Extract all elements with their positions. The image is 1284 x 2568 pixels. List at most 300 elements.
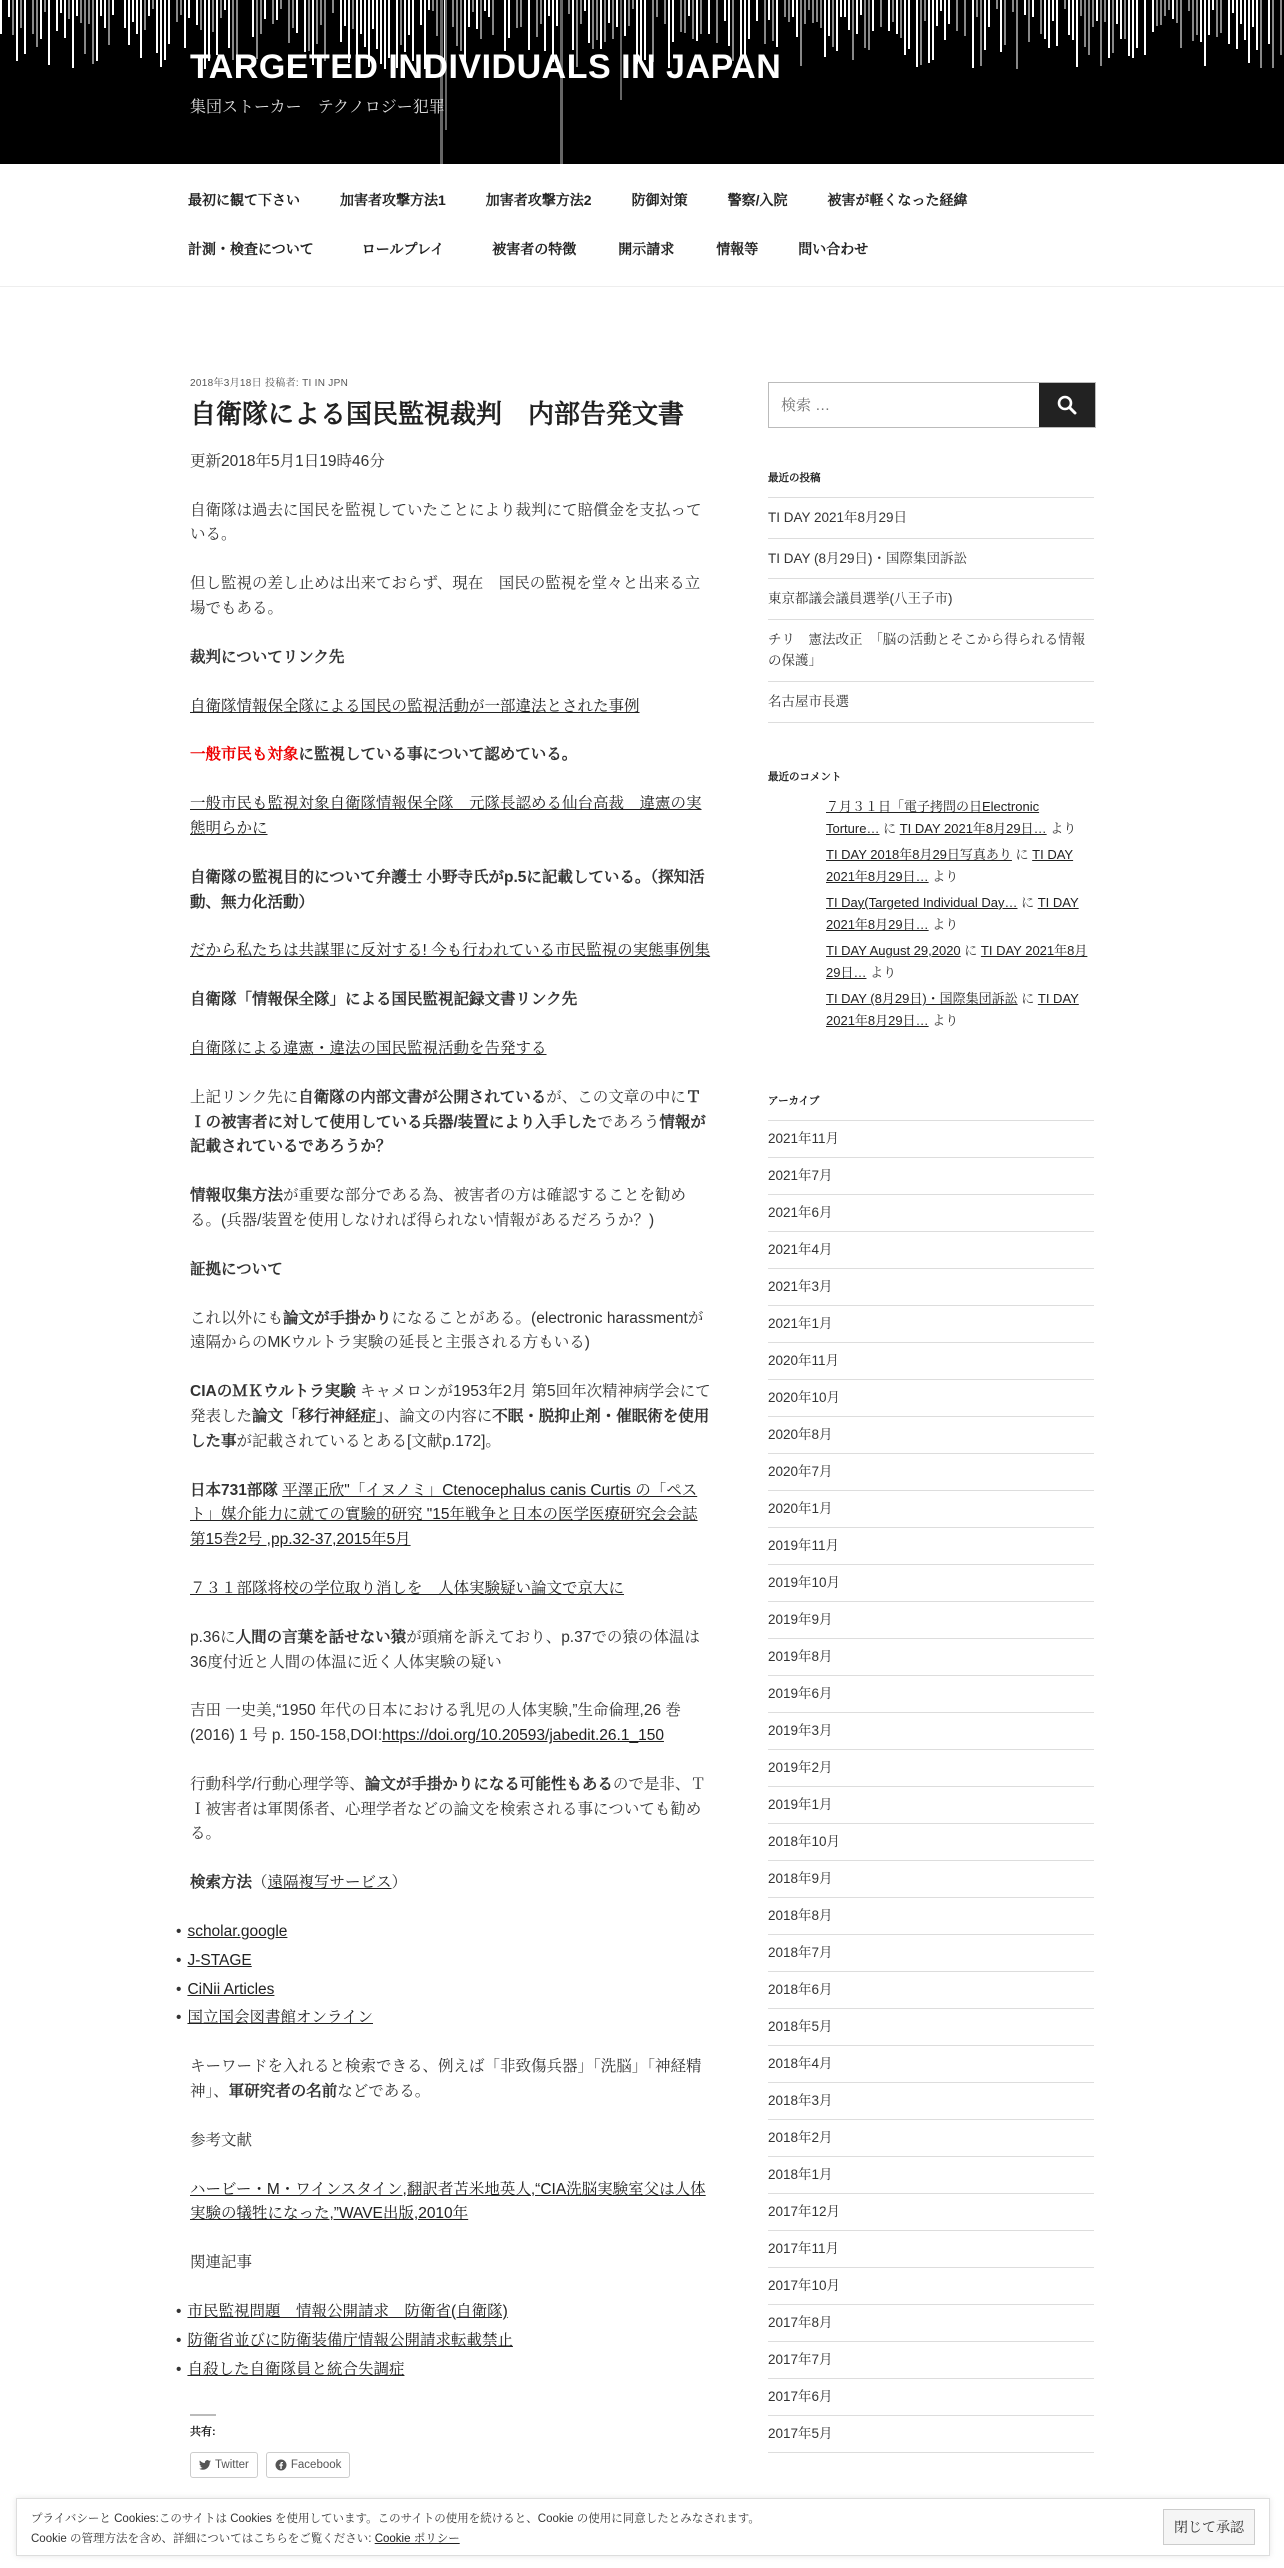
header-noise-stroke xyxy=(220,0,222,18)
comment-suffix-text: より xyxy=(866,965,897,981)
header-noise-stroke xyxy=(1232,0,1234,13)
header-noise-stroke xyxy=(672,0,674,42)
paragraph: 吉田 一史美,“1950 年代の日本における乳児の人体実験,”生命倫理,26 巻 (2016) 1 号 p. 150-158,DOI:https://doi.org/10.20593/jabedit.26.1_150 xyxy=(190,1702,681,1745)
cookie-accept-button[interactable]: 閉じて承認 xyxy=(1163,2509,1255,2545)
header-noise-stroke xyxy=(1100,0,1102,66)
archive-item[interactable]: 2017年12月 xyxy=(768,2194,1094,2231)
header-noise-stroke xyxy=(224,0,226,10)
header-noise-stroke xyxy=(928,0,930,63)
header-noise-stroke xyxy=(1096,0,1098,21)
header-noise-stroke xyxy=(860,0,862,15)
facebook-icon xyxy=(275,2459,287,2471)
header-noise-stroke xyxy=(880,0,882,27)
remote-copy-link[interactable]: 遠隔複写サービス xyxy=(267,1874,392,1892)
header-noise-stroke xyxy=(296,0,298,33)
header-noise-stroke xyxy=(772,0,774,41)
header-noise-stroke xyxy=(924,0,926,21)
search-icon xyxy=(1057,395,1077,415)
header-noise-stroke xyxy=(260,0,262,34)
archive-item[interactable]: 2020年1月 xyxy=(768,1491,1094,1528)
post-meta[interactable]: 2018年3月18日 投稿者: TI IN JPN xyxy=(190,378,349,389)
header-noise-stroke xyxy=(1204,0,1206,66)
search-site-link[interactable]: CiNii Articles xyxy=(187,1980,275,1998)
header-noise-stroke xyxy=(1048,0,1050,48)
nav-item-measurement[interactable]: 計測・検査について xyxy=(188,241,314,257)
header-noise-stroke xyxy=(948,0,950,24)
header-noise-stroke xyxy=(1076,0,1078,67)
archive-item[interactable]: 2021年7月 xyxy=(768,1158,1094,1195)
header-noise-stroke xyxy=(684,0,686,33)
list-item xyxy=(187,2006,714,2031)
header-noise-stroke xyxy=(88,0,90,24)
archive-item[interactable]: 2018年4月 xyxy=(768,2046,1094,2083)
header-noise-stroke xyxy=(1120,0,1122,39)
paragraph: 日本731部隊 平澤正欣"「イヌノミ」Ctenocephalus canis Curtis の「ペスト」媒介能力に就ての實驗的研究 "15年戦争と日本の医学医療研究会会誌 第15巻2号 ,pp.32-37,2015年5月 xyxy=(190,1481,698,1549)
paragraph: 上記リンク先に自衛隊の内部文書が公開されているが、この文章の中にＴＩの被害者に対して使用している兵器/装置により入手したであろう情報が記載されているであろうか？ xyxy=(190,1088,706,1156)
header-noise-stroke xyxy=(1088,0,1090,55)
header-noise-stroke xyxy=(1056,0,1058,46)
header-noise-stroke xyxy=(724,0,726,21)
header-noise-stroke xyxy=(364,0,366,47)
archives-title: アーカイブ xyxy=(768,1094,820,1107)
header-noise-stroke xyxy=(872,0,874,31)
archive-item[interactable]: 2019年2月 xyxy=(768,1750,1094,1787)
header-noise-stroke xyxy=(344,0,346,26)
archive-item[interactable]: 2019年3月 xyxy=(768,1713,1094,1750)
recent-post-item[interactable]: 東京都議会議員選挙(八王子市) xyxy=(768,579,1094,620)
header-noise-stroke xyxy=(600,0,602,49)
archive-item[interactable]: 2019年11月 xyxy=(768,1528,1094,1565)
header-noise-stroke xyxy=(856,0,858,34)
recent-comment-item xyxy=(826,988,1094,1032)
header-noise-stroke xyxy=(20,0,22,28)
comment-on-text: に xyxy=(1011,846,1033,862)
header-noise-stroke xyxy=(468,0,470,27)
header-noise-stroke xyxy=(628,0,630,26)
header-noise-stroke xyxy=(808,0,810,10)
header-noise-stroke xyxy=(56,0,58,31)
article-link[interactable]: だから私たちは共謀罪に反対する! 今も行われている市民監視の実態事例集 xyxy=(190,942,711,960)
evidence-heading: 証拠について xyxy=(190,1260,283,1278)
header-noise-stroke xyxy=(664,0,666,24)
comment-suffix-text: より xyxy=(928,868,959,884)
header-noise-stroke xyxy=(12,0,14,35)
recent-post-item[interactable]: 名古屋市長選 xyxy=(768,682,1094,723)
twitter-share-button[interactable] xyxy=(190,2452,258,2478)
cookie-policy-link[interactable]: Cookie ポリシー xyxy=(374,2532,460,2545)
nav-item-attack-method-1[interactable]: 加害者攻撃方法1 xyxy=(340,192,446,208)
nav-item-attack-method-2[interactable]: 加害者攻撃方法2 xyxy=(485,192,592,208)
trial-heading: 裁判についてリンク先 xyxy=(190,648,345,666)
header-noise-stroke xyxy=(608,0,610,23)
archive-item[interactable]: 2017年5月 xyxy=(768,2416,1094,2453)
search-site-link[interactable]: scholar.google xyxy=(187,1923,288,1941)
header-noise-stroke xyxy=(1272,0,1274,68)
recent-comments-list xyxy=(768,796,1094,1033)
header-noise-stroke xyxy=(1116,0,1118,24)
header-noise-stroke xyxy=(728,0,730,46)
header-noise-stroke xyxy=(1216,0,1218,37)
archive-item[interactable]: 2018年2月 xyxy=(768,2120,1094,2157)
twitter-icon xyxy=(199,2460,211,2470)
facebook-label: Facebook xyxy=(290,2459,342,2472)
recent-comments-title: 最近のコメント xyxy=(768,770,842,783)
header-noise-stroke xyxy=(352,0,354,29)
comment-author-link[interactable]: ７月３１日「電子拷問の日Electronic Torture… xyxy=(826,798,1040,836)
header-noise-stroke xyxy=(972,0,974,68)
cookie-text xyxy=(31,2510,760,2549)
header-noise-stroke xyxy=(1124,0,1126,39)
archive-item[interactable]: 2018年9月 xyxy=(768,1861,1094,1898)
share-buttons xyxy=(190,2452,714,2478)
header-noise-stroke xyxy=(1260,0,1262,68)
header-noise-stroke xyxy=(168,0,170,44)
search-list xyxy=(187,1920,714,2031)
header-noise-stroke xyxy=(1044,0,1046,39)
list-item xyxy=(187,2329,714,2354)
header-noise-stroke xyxy=(188,0,190,18)
cookie-line-2: Cookie の管理方法を含め、詳細についてはこちらをご覧ください: xyxy=(31,2532,372,2545)
archive-item[interactable]: 2020年10月 xyxy=(768,1380,1094,1417)
header-noise-stroke xyxy=(584,0,586,11)
header-noise-stroke xyxy=(508,0,510,38)
header-noise-stroke xyxy=(940,0,942,11)
nav-row-1 xyxy=(188,190,987,210)
archive-item[interactable]: 2017年6月 xyxy=(768,2379,1094,2416)
header-noise-stroke xyxy=(280,0,282,9)
nav-item-info[interactable]: 情報等 xyxy=(716,241,759,257)
nav-item-roleplay[interactable]: ロールプレイ xyxy=(361,241,445,257)
comment-on-text: に xyxy=(1017,894,1038,910)
header-noise-stroke xyxy=(264,0,266,19)
header-noise-stroke xyxy=(360,0,362,34)
main-navigation xyxy=(0,164,1284,287)
header-noise-stroke xyxy=(60,0,62,13)
header-noise-stroke xyxy=(316,0,318,44)
related-link[interactable]: 市民監視問題 情報公開請求 防衛省(自衛隊) xyxy=(187,2303,508,2321)
header-noise-stroke xyxy=(836,0,838,51)
header-noise-stroke xyxy=(480,0,482,39)
header-noise-stroke xyxy=(36,0,38,47)
header-noise-stroke xyxy=(548,0,550,16)
header-noise-stroke xyxy=(1012,0,1014,12)
header-noise-stroke xyxy=(956,0,958,31)
header-noise-stroke xyxy=(536,0,538,37)
comment-author-link[interactable]: TI DAY 2018年8月29日写真あり xyxy=(826,846,1012,862)
cookie-line-1: プライバシーと Cookies:このサイトは Cookies を使用しています。このサイトの使用を続けると、Cookie の使用に同意したとみなされます。 xyxy=(31,2513,760,2525)
header-noise-stroke xyxy=(504,0,506,51)
header-noise-stroke xyxy=(1040,0,1042,34)
header-noise-stroke xyxy=(776,0,778,47)
header-noise-stroke xyxy=(1152,0,1154,32)
header-noise-stroke xyxy=(16,0,18,61)
header-noise-stroke xyxy=(656,0,658,17)
paragraph: これ以外にも論文が手掛かりになることがある。(electronic harassmentが遠隔からのMKウルトラ実験の延長と主張される方もいる) xyxy=(190,1309,704,1352)
header-noise-stroke xyxy=(1244,0,1246,40)
nav-item-contact[interactable]: 問い合わせ xyxy=(798,241,869,257)
comment-author-link[interactable]: TI DAY August 29,2020 xyxy=(826,943,961,959)
header-noise-stroke xyxy=(288,0,290,43)
header-noise-stroke xyxy=(128,0,130,45)
recent-posts-title: 最近の投稿 xyxy=(768,472,821,484)
header-noise-stroke xyxy=(84,0,86,54)
header-noise-stroke xyxy=(516,0,518,28)
header-noise-stroke xyxy=(896,0,898,34)
archive-item[interactable]: 2018年8月 xyxy=(768,1898,1094,1935)
header-noise-stroke xyxy=(1256,0,1258,50)
archive-item[interactable]: 2018年6月 xyxy=(768,1972,1094,2009)
header-noise-stroke xyxy=(460,0,462,51)
archive-item[interactable]: 2021年1月 xyxy=(768,1306,1094,1343)
comment-author-link[interactable]: TI DAY (8月29日)・国際集団訴訟 xyxy=(826,991,1018,1007)
header-noise-stroke xyxy=(1172,0,1174,19)
header-noise-stroke xyxy=(1168,0,1170,10)
archive-item[interactable]: 2018年5月 xyxy=(768,2009,1094,2046)
header-noise-stroke xyxy=(700,0,702,34)
archive-item[interactable]: 2019年6月 xyxy=(768,1676,1094,1713)
header-noise-stroke xyxy=(308,0,310,51)
header-noise-stroke xyxy=(1236,0,1238,49)
related-heading: 関連記事 xyxy=(190,2254,253,2272)
archive-item[interactable]: 2019年10月 xyxy=(768,1565,1094,1602)
recent-comment-item xyxy=(826,892,1094,936)
header-noise-stroke xyxy=(624,0,626,36)
archive-item[interactable]: 2021年11月 xyxy=(768,1121,1094,1158)
header-noise-stroke xyxy=(1128,0,1130,56)
header-noise-stroke xyxy=(1080,0,1082,16)
nav-row-2 xyxy=(188,239,888,259)
header-noise-stroke xyxy=(0,0,2,34)
header-noise-stroke xyxy=(1004,0,1006,45)
sidebar xyxy=(768,382,1094,2453)
header-noise-stroke xyxy=(340,0,342,42)
archive-item[interactable]: 2017年7月 xyxy=(768,2342,1094,2379)
header-noise-stroke xyxy=(748,0,750,39)
header-noise-stroke xyxy=(1028,0,1030,42)
header-noise-stroke xyxy=(1160,0,1162,25)
header-noise-stroke xyxy=(1164,0,1166,16)
header-noise-stroke xyxy=(32,0,34,34)
header-noise-stroke xyxy=(824,0,826,57)
archive-item[interactable]: 2020年7月 xyxy=(768,1454,1094,1491)
header-noise-stroke xyxy=(832,0,834,47)
nav-item-victim-traits[interactable]: 被害者の特徴 xyxy=(492,241,577,257)
header-noise-stroke xyxy=(764,0,766,44)
header-noise-stroke xyxy=(100,0,102,16)
archive-item[interactable]: 2021年3月 xyxy=(768,1269,1094,1306)
header-noise-stroke xyxy=(68,0,70,19)
comment-post-link[interactable]: TI DAY 2021年8月29日… xyxy=(826,943,1088,981)
header-noise-stroke xyxy=(292,0,294,28)
header-noise-stroke xyxy=(332,0,334,13)
paragraph: 検索方法（遠隔複写サービス） xyxy=(190,1874,408,1892)
header-noise-stroke xyxy=(216,0,218,55)
header-noise-stroke xyxy=(164,0,166,60)
header-noise-stroke xyxy=(544,0,546,51)
header-noise-stroke xyxy=(580,0,582,24)
header-noise-stroke xyxy=(1192,0,1194,41)
search-site-link[interactable]: 国立国会図書館オンライン xyxy=(187,2009,373,2027)
header-noise-stroke xyxy=(24,0,26,54)
archive-item[interactable]: 2021年4月 xyxy=(768,1232,1094,1269)
header-noise-stroke xyxy=(212,0,214,32)
header-noise-stroke xyxy=(792,0,794,17)
header-noise-stroke xyxy=(92,0,94,64)
header-noise-stroke xyxy=(1000,0,1002,52)
header-noise-stroke xyxy=(432,0,434,11)
header-noise-stroke xyxy=(304,0,306,52)
archive-item[interactable]: 2020年11月 xyxy=(768,1343,1094,1380)
nav-item-police[interactable]: 警察/入院 xyxy=(727,192,788,208)
comment-post-link[interactable]: TI DAY 2021年8月29日… xyxy=(826,991,1079,1029)
header-noise-stroke xyxy=(1032,0,1034,17)
header-noise-stroke xyxy=(976,0,978,17)
related-link[interactable]: 自殺した自衛隊員と統合失調症 xyxy=(187,2360,405,2378)
recent-post-item[interactable]: TI DAY (8月29日)・国際集団訴訟 xyxy=(768,539,1094,580)
related-link[interactable]: 防衛省並びに防衛装備庁情報公開請求転載禁止 xyxy=(187,2331,513,2349)
header-noise-stroke xyxy=(80,0,82,23)
header-noise-stroke xyxy=(1092,0,1094,27)
search-button[interactable] xyxy=(1039,383,1095,427)
twitter-label: Twitter xyxy=(215,2459,249,2472)
header-noise-stroke xyxy=(276,0,278,20)
header-noise-stroke xyxy=(96,0,98,61)
header-noise-stroke xyxy=(788,0,790,22)
archive-item[interactable]: 2021年6月 xyxy=(768,1195,1094,1232)
header-noise-stroke xyxy=(1200,0,1202,42)
header-noise-stroke xyxy=(488,0,490,17)
header-noise-stroke xyxy=(572,0,574,50)
nav-item-disclosure[interactable]: 開示請求 xyxy=(618,241,675,257)
article-link[interactable]: 自衛隊による違憲・違法の国民監視活動を告発する xyxy=(190,1039,547,1057)
header-noise-stroke xyxy=(484,0,486,11)
header-noise-stroke xyxy=(476,0,478,29)
paragraph: CIAのＭＫウルトラ実験 キャメロンが1953年2月 第5回年次精神病学会にて発表した論文「移行神経症」、論文の内容に不眠・脱抑止剤・催眠術を使用した事が記載されているとある[文献p.172]。 xyxy=(190,1383,711,1450)
highlight-red-text: 一般市民も対象 xyxy=(190,746,299,764)
header-noise-stroke xyxy=(800,0,802,66)
archive-item[interactable]: 2018年7月 xyxy=(768,1935,1094,1972)
header-noise-stroke xyxy=(108,0,110,45)
header-noise-stroke xyxy=(592,0,594,49)
header-noise-stroke xyxy=(428,0,430,10)
archive-item[interactable]: 2019年9月 xyxy=(768,1602,1094,1639)
header-noise-stroke xyxy=(184,0,186,48)
comment-author-link[interactable]: TI Day(Targeted Individual Day… xyxy=(826,894,1018,910)
header-noise-stroke xyxy=(812,0,814,23)
article-link[interactable]: ７３１部隊将校の学位取り消しを 人体実験疑い論文で京大に xyxy=(190,1579,625,1597)
header-noise-stroke xyxy=(1240,0,1242,24)
header-noise-stroke xyxy=(784,0,786,17)
header-noise-stroke xyxy=(400,0,402,45)
site-title[interactable]: TARGETED INDIVIDUALS IN JAPAN xyxy=(190,48,782,86)
header-noise-stroke xyxy=(144,0,146,30)
header-noise-stroke xyxy=(1024,0,1026,15)
comment-post-link[interactable]: TI DAY 2021年8月29日… xyxy=(899,820,1047,836)
header-noise-stroke xyxy=(436,0,438,36)
comment-on-text: に xyxy=(1017,991,1038,1007)
search-input[interactable] xyxy=(769,383,1039,427)
paragraph: 自衛隊は過去に国民を監視していたことにより裁判にて賠償金を支払っている。 xyxy=(190,501,702,544)
updated-text: 更新2018年5月1日19時46分 xyxy=(190,452,385,470)
header-noise-stroke xyxy=(1016,0,1018,69)
header-noise-stroke xyxy=(1180,0,1182,48)
recent-post-item[interactable]: TI DAY 2021年8月29日 xyxy=(768,498,1094,539)
header-noise-stroke xyxy=(1156,0,1158,26)
header-noise-stroke xyxy=(908,0,910,49)
archive-item[interactable]: 2017年10月 xyxy=(768,2268,1094,2305)
nav-item-defense[interactable]: 防御対策 xyxy=(631,192,688,208)
header-noise-stroke xyxy=(1068,0,1070,35)
archive-item[interactable]: 2019年1月 xyxy=(768,1787,1094,1824)
header-noise-stroke xyxy=(568,0,570,14)
header-noise-stroke xyxy=(492,0,494,35)
nav-item-first-watch[interactable]: 最初に観て下さい xyxy=(188,192,300,208)
doi-link[interactable]: https://doi.org/10.20593/jabedit.26.1_150 xyxy=(382,1727,664,1745)
comment-post-link[interactable]: TI DAY 2021年8月29日… xyxy=(826,894,1079,933)
search-site-link[interactable]: J-STAGE xyxy=(187,1951,252,1969)
recent-post-item[interactable]: チリ 憲法改正 「脳の活動とそこから得られる情報の保護」 xyxy=(768,620,1094,682)
header-noise-stroke xyxy=(48,0,50,65)
comment-suffix-text: より xyxy=(928,1013,959,1029)
header-noise-stroke xyxy=(996,0,998,9)
archive-item[interactable]: 2019年8月 xyxy=(768,1639,1094,1676)
reference-link[interactable]: ハービー・M・ワインスタイン,翻訳者苫米地英人,“CIA洗脳実験室父は人体実験の犠牲になった,”WAVE出版,2010年 xyxy=(190,2180,706,2223)
search-form xyxy=(768,382,1096,428)
header-noise-stroke xyxy=(1052,0,1054,21)
paragraph: 情報収集方法が重要な部分である為、被害者の方は確認することを勧める。(兵器/装置を使用しなければ得られない情報があるだろうか？) xyxy=(190,1187,687,1229)
header-noise-stroke xyxy=(768,0,770,20)
header-noise-stroke xyxy=(1228,0,1230,44)
header-noise-stroke xyxy=(196,0,198,25)
header-noise-stroke xyxy=(252,0,254,37)
header-noise-stroke xyxy=(920,0,922,65)
header-noise-stroke xyxy=(176,0,178,22)
header-noise-stroke xyxy=(148,0,150,16)
comment-post-link[interactable]: TI DAY 2021年8月29日… xyxy=(826,846,1074,884)
archive-item[interactable]: 2018年3月 xyxy=(768,2083,1094,2120)
header-noise-stroke xyxy=(320,0,322,25)
header-noise-stroke xyxy=(688,0,690,16)
header-noise-stroke xyxy=(1212,0,1214,10)
archive-item[interactable]: 2018年1月 xyxy=(768,2157,1094,2194)
bold-text: に監視している事について認めている。 xyxy=(298,746,578,764)
header-noise-stroke xyxy=(408,0,410,35)
header-noise-stroke xyxy=(1084,0,1086,47)
archive-item[interactable]: 2018年10月 xyxy=(768,1824,1094,1861)
list-item xyxy=(187,2300,714,2325)
header-noise-stroke xyxy=(916,0,918,67)
header-noise-stroke xyxy=(604,0,606,42)
header-noise-stroke xyxy=(888,0,890,31)
archive-item[interactable]: 2017年8月 xyxy=(768,2305,1094,2342)
archive-item[interactable]: 2020年8月 xyxy=(768,1417,1094,1454)
article-link[interactable]: 平澤正欣"「イヌノミ」Ctenocephalus canis Curtis の「ペスト」媒介能力に就ての實驗的研究 "15年戦争と日本の医学医療研究会会誌 第15巻2号 ,pp.32-37,2015年5月 xyxy=(190,1481,698,1549)
nav-item-recovery[interactable]: 被害が軽くなった経緯 xyxy=(827,192,968,208)
archives-list xyxy=(768,1120,1094,2453)
header-noise-stroke xyxy=(1136,0,1138,48)
header-noise-stroke xyxy=(152,0,154,9)
article-link[interactable]: 一般市民も監視対象自衛隊情報保全隊 元隊長認める仙台高裁 違憲の実態明らかに xyxy=(190,795,702,837)
header-noise-stroke xyxy=(452,0,454,27)
header-noise-stroke xyxy=(588,0,590,43)
facebook-share-button[interactable] xyxy=(266,2452,351,2478)
header-noise-stroke xyxy=(864,0,866,48)
archive-item[interactable]: 2017年11月 xyxy=(768,2231,1094,2268)
comment-suffix-text: より xyxy=(1046,820,1077,836)
header-noise-stroke xyxy=(964,0,966,36)
article-link[interactable]: 自衛隊情報保全隊による国民の監視活動が一部違法とされた事例 xyxy=(190,697,640,715)
header-noise-stroke xyxy=(804,0,806,24)
